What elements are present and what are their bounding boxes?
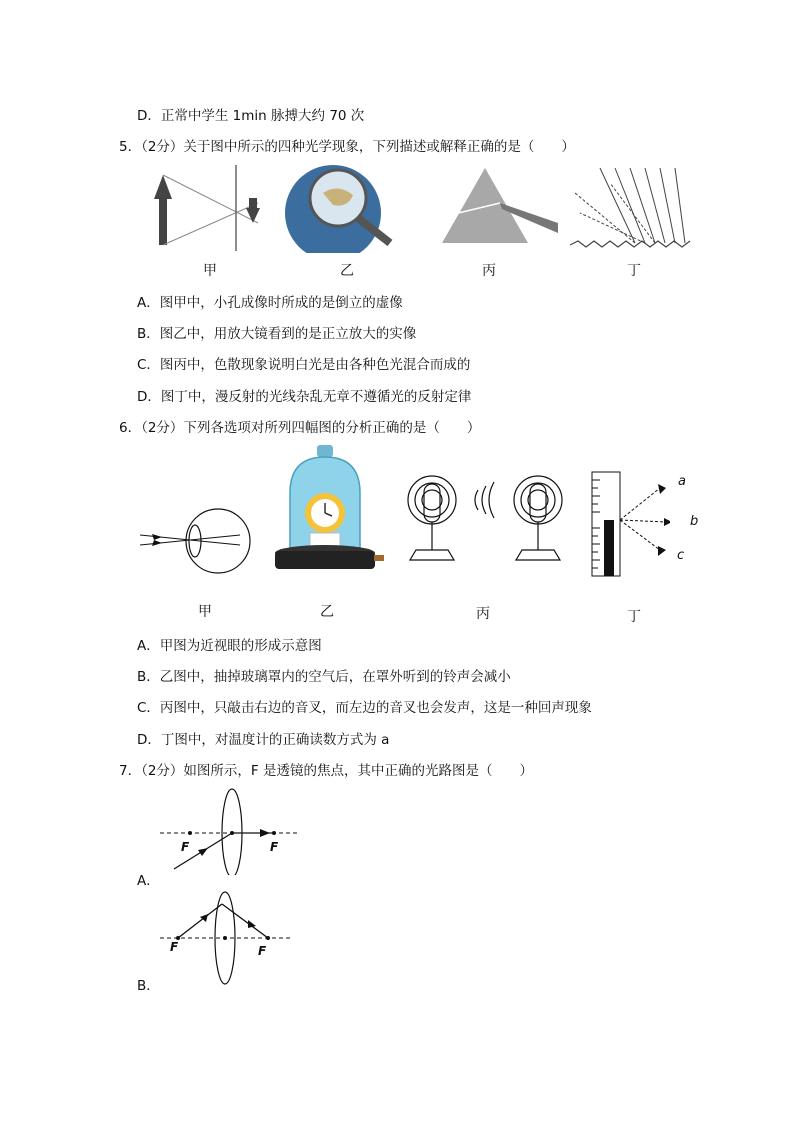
q6-caption-jia: 甲 [198,604,212,620]
q5-caption-ding: 丁 [627,263,641,279]
lens-b-focus-left: F [170,940,179,954]
q6-option-d: D．丁图中，对温度计的正确读数方式为 a [137,732,390,748]
thermometer-figure [590,470,670,580]
prism-dispersion-figure [440,163,560,253]
q5-caption-bing: 丙 [482,263,496,279]
eye-diagram-figure [140,505,258,577]
q6-caption-yi: 乙 [320,604,334,620]
diffuse-reflection-figure [570,163,692,253]
thermo-label-c: c [677,548,685,563]
thermo-label-b: b [690,514,699,529]
q6-caption-bing: 丙 [476,606,490,622]
q5-caption-yi: 乙 [340,263,354,279]
lens-a-focus-right: F [270,840,279,854]
q5-option-c: C．图丙中，色散现象说明白光是由各种色光混合而成的 [137,357,471,373]
lens-diagram-b [160,886,300,986]
q5-option-b: B．图乙中，用放大镜看到的是正立放大的实像 [137,326,417,342]
lens-a-focus-left: F [181,840,190,854]
q7-option-a: A． [137,873,160,889]
q4-option-d: D．正常中学生 1min 脉搏大约 70 次 [137,108,365,124]
q5-stem: 5．（2分）关于图中所示的四种光学现象，下列描述或解释正确的是（ ） [119,139,575,155]
thermo-label-a: a [678,474,686,489]
lens-diagram-a [160,785,300,875]
q5-option-d: D．图丁中，漫反射的光线杂乱无章不遵循光的反射定律 [137,389,472,405]
q6-option-b: B．乙图中，抽掉玻璃罩内的空气后，在罩外听到的铃声会减小 [137,669,511,685]
bell-jar-figure [270,443,388,575]
q7-option-b: B． [137,978,160,994]
q7-stem: 7．（2分）如图所示，F 是透镜的焦点，其中正确的光路图是（ ） [119,763,533,779]
pinhole-imaging-figure [148,163,268,253]
magnifier-globe-figure [278,163,414,253]
q5-option-a: A．图甲中，小孔成像时所成的是倒立的虚像 [137,295,403,311]
q6-caption-ding: 丁 [627,609,641,625]
q6-stem: 6．（2分）下列各选项对所列四幅图的分析正确的是（ ） [119,420,481,436]
q6-option-a: A．甲图为近视眼的形成示意图 [137,638,322,654]
q5-caption-jia: 甲 [203,263,217,279]
tuning-forks-figure [406,470,566,575]
q6-option-c: C．丙图中，只敲击右边的音叉，而左边的音叉也会发声，这是一种回声现象 [137,700,592,716]
lens-b-focus-right: F [258,944,267,958]
